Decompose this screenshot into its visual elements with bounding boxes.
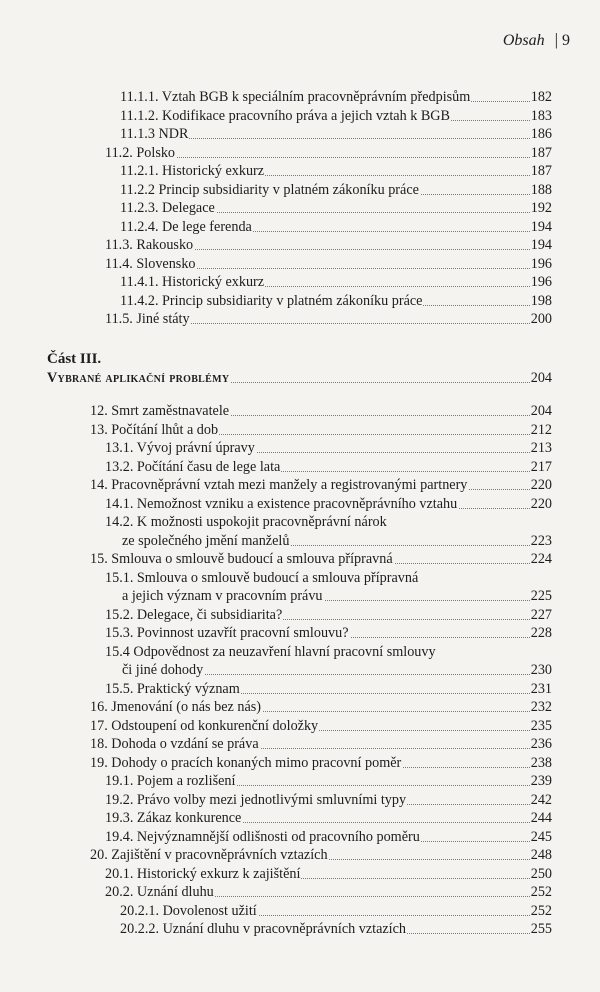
toc-entry bbox=[0, 809, 600, 827]
toc-entry-label: 20.2.1. Dovolenost užití bbox=[120, 902, 257, 919]
toc-entry-label: 18. Dohoda o vzdání se práva bbox=[90, 736, 259, 752]
toc-entry-page: 255 bbox=[530, 921, 552, 937]
toc-entry-label: 11.4.1. Historický exkurz bbox=[120, 274, 265, 290]
toc-entry-label: 19. Dohody o pracích konaných mimo pracovní poměr bbox=[90, 754, 402, 771]
toc-entry bbox=[0, 88, 600, 106]
toc-entry bbox=[0, 735, 600, 753]
toc-entry bbox=[0, 181, 600, 199]
toc-entry-label: 11.2.4. De lege ferenda bbox=[120, 218, 252, 235]
toc-entry-label: 11.2.3. Delegace bbox=[120, 200, 215, 216]
toc-entry bbox=[0, 902, 600, 920]
part-heading bbox=[0, 350, 600, 368]
toc-entry-label: 14. Pracovněprávní vztah mezi manžely a registrovanými partnery bbox=[90, 477, 468, 493]
toc-entry bbox=[0, 606, 600, 624]
toc-entry-label: 19.4. Nejvýznamnější odlišnosti od pracovního poměru bbox=[105, 828, 420, 845]
toc-entry-page: 192 bbox=[530, 200, 552, 216]
toc-entry bbox=[0, 754, 600, 772]
toc-entry-page: 182 bbox=[530, 89, 552, 105]
toc-entry bbox=[0, 661, 600, 679]
toc-entry-page: 200 bbox=[530, 311, 552, 327]
part-title-entry bbox=[0, 369, 600, 387]
toc-entry bbox=[0, 199, 600, 217]
toc-entry-page: 235 bbox=[530, 717, 552, 734]
toc-entry-label: 12. Smrt zaměstnavatele bbox=[90, 403, 230, 419]
toc-entry-label: 11.2.2 Princip subsidiarity v platném zákoníku práce bbox=[120, 181, 419, 198]
toc-entry bbox=[0, 458, 600, 476]
toc-entry bbox=[0, 125, 600, 143]
toc-entry-page: 248 bbox=[530, 847, 552, 863]
toc-entry bbox=[0, 162, 600, 180]
toc-entry-label: 11.2. Polsko bbox=[105, 144, 176, 161]
toc-entry-label: 19.3. Zákaz konkurence bbox=[105, 810, 242, 826]
toc-entry-label: 13. Počítání lhůt a dob bbox=[90, 421, 219, 438]
toc-entry-label: 20.2.2. Uznání dluhu v pracovněprávních vztazích bbox=[120, 921, 407, 937]
toc-entry-page: 239 bbox=[530, 773, 552, 789]
toc-entry-label: 11.1.2. Kodifikace pracovního práva a jejich vztah k BGB bbox=[120, 107, 451, 124]
toc-entry-page: 186 bbox=[530, 126, 552, 142]
toc-entry-page: 183 bbox=[530, 107, 552, 124]
toc-entry bbox=[0, 402, 600, 420]
toc-entry bbox=[0, 421, 600, 439]
toc-entry-label: 14.1. Nemožnost vzniku a existence pracovněprávního vztahu bbox=[105, 495, 458, 512]
toc-entry-page: 187 bbox=[530, 144, 552, 161]
toc-entry bbox=[0, 513, 600, 531]
toc-entry-label: 11.4.2. Princip subsidiarity v platném zákoníku práce bbox=[120, 292, 423, 309]
toc-entry-page: 231 bbox=[530, 680, 552, 697]
toc-entry-page: 238 bbox=[530, 754, 552, 771]
toc-entry-page: 194 bbox=[530, 237, 552, 253]
toc-entry bbox=[0, 569, 600, 587]
toc-entry-page: 204 bbox=[530, 369, 552, 386]
toc-entry bbox=[0, 587, 600, 605]
toc-entry bbox=[0, 698, 600, 716]
toc-entry-label: 11.1.3 NDR bbox=[120, 126, 189, 142]
toc-entry-page: 213 bbox=[530, 440, 552, 456]
toc-entry bbox=[0, 883, 600, 901]
toc-entry-page: 224 bbox=[530, 551, 552, 567]
toc-entry-page: 242 bbox=[530, 791, 552, 808]
toc-entry-page: 250 bbox=[530, 865, 552, 882]
toc-entry-label: 15.5. Praktický význam bbox=[105, 680, 240, 697]
toc-entry-label: 11.2.1. Historický exkurz bbox=[120, 163, 265, 179]
toc-entry-label: 15. Smlouva o smlouvě budoucí a smlouva přípravná bbox=[90, 551, 393, 567]
toc-entry-page: 188 bbox=[530, 181, 552, 198]
toc-entry-label: 11.3. Rakousko bbox=[105, 237, 194, 253]
toc-entry-label: 20.1. Historický exkurz k zajištění bbox=[105, 865, 301, 882]
toc-entry-label: ze společného jmění manželů bbox=[122, 532, 290, 549]
toc-entry-label: 11.4. Slovensko bbox=[105, 255, 196, 272]
toc-entry-page: 244 bbox=[530, 810, 552, 826]
toc-entry-page: 252 bbox=[530, 884, 552, 900]
toc-entry bbox=[0, 107, 600, 125]
toc-entry bbox=[0, 273, 600, 291]
header-separator: | bbox=[554, 30, 558, 49]
toc-entry-page: 212 bbox=[530, 421, 552, 438]
toc-entry-label: Část III. bbox=[47, 351, 102, 367]
toc-entry-page: 204 bbox=[530, 403, 552, 419]
toc-entry-page: 236 bbox=[530, 736, 552, 752]
toc-entry bbox=[0, 144, 600, 162]
page-header bbox=[503, 30, 570, 50]
toc-entry bbox=[0, 236, 600, 254]
toc-entry-page: 223 bbox=[530, 532, 552, 549]
toc-entry bbox=[0, 292, 600, 310]
toc-entry-label: 20.2. Uznání dluhu bbox=[105, 884, 214, 900]
toc-entry bbox=[0, 439, 600, 457]
toc-entry bbox=[0, 255, 600, 273]
toc-entry bbox=[0, 920, 600, 938]
toc-entry bbox=[0, 865, 600, 883]
toc-entry-page: 225 bbox=[530, 588, 552, 604]
toc-entry-label: Vybrané aplikační problémy bbox=[47, 369, 230, 386]
toc-entry-page: 245 bbox=[530, 828, 552, 845]
page-number: 9 bbox=[562, 32, 570, 49]
toc-entry-page: 194 bbox=[530, 218, 552, 235]
toc-entry-page: 187 bbox=[530, 163, 552, 179]
toc-entry-label: 15.3. Povinnost uzavřít pracovní smlouvu? bbox=[105, 625, 349, 641]
toc-entry-page: 220 bbox=[530, 477, 552, 493]
toc-entry-label: 14.2. K možnosti uspokojit pracovněprávní nárok bbox=[105, 514, 387, 530]
toc-entry bbox=[0, 476, 600, 494]
toc-entry-label: či jiné dohody bbox=[122, 662, 204, 678]
toc-entry bbox=[0, 791, 600, 809]
toc-entry-label: a jejich význam v pracovním právu bbox=[122, 588, 323, 604]
toc-entry-label: 16. Jmenování (o nás bez nás) bbox=[90, 699, 261, 715]
toc-entry-page: 196 bbox=[530, 274, 552, 290]
toc-entry bbox=[0, 550, 600, 568]
toc-entry-label: 15.2. Delegace, či subsidiarita? bbox=[105, 606, 283, 623]
toc-entry-label: 11.5. Jiné státy bbox=[105, 311, 190, 327]
toc-entry bbox=[0, 717, 600, 735]
toc-entry bbox=[0, 772, 600, 790]
toc-entry-page: 198 bbox=[530, 292, 552, 309]
toc-entry bbox=[0, 532, 600, 550]
toc-entry-label: 19.2. Právo volby mezi jednotlivými smluvními typy bbox=[105, 791, 407, 808]
toc-entry-label: 11.1.1. Vztah BGB k speciálním pracovněprávním předpisům bbox=[120, 89, 471, 105]
toc-entry bbox=[0, 680, 600, 698]
toc-entry bbox=[0, 624, 600, 642]
toc-entry bbox=[0, 828, 600, 846]
toc-entry-label: 15.1. Smlouva o smlouvě budoucí a smlouva přípravná bbox=[105, 569, 419, 586]
toc-entry-label: 13.2. Počítání času de lege lata bbox=[105, 458, 281, 475]
toc-entry-label: 15.4 Odpovědnost za neuzavření hlavní pracovní smlouvy bbox=[105, 643, 436, 660]
running-title: Obsah bbox=[502, 32, 545, 49]
toc-entry-label: 19.1. Pojem a rozlišení bbox=[105, 773, 236, 789]
toc-entry bbox=[0, 643, 600, 661]
toc-entry-label: 17. Odstoupení od konkurenční doložky bbox=[90, 717, 319, 734]
toc-entry-page: 217 bbox=[530, 458, 552, 475]
toc-entry-label: 20. Zajištění v pracovněprávních vztazích bbox=[90, 847, 328, 863]
toc-entry-page: 196 bbox=[530, 255, 552, 272]
toc-entry-page: 228 bbox=[530, 625, 552, 641]
toc-entry-page: 227 bbox=[530, 606, 552, 623]
toc-entry-page: 252 bbox=[530, 902, 552, 919]
toc-entry-page: 232 bbox=[530, 699, 552, 715]
toc-entry bbox=[0, 495, 600, 513]
toc-entry-page: 220 bbox=[530, 495, 552, 512]
toc-entry-page: 230 bbox=[530, 662, 552, 678]
toc-entry bbox=[0, 218, 600, 236]
toc-entry-label: 13.1. Vývoj právní úpravy bbox=[105, 440, 255, 456]
toc-entry bbox=[0, 310, 600, 328]
toc-entry bbox=[0, 846, 600, 864]
